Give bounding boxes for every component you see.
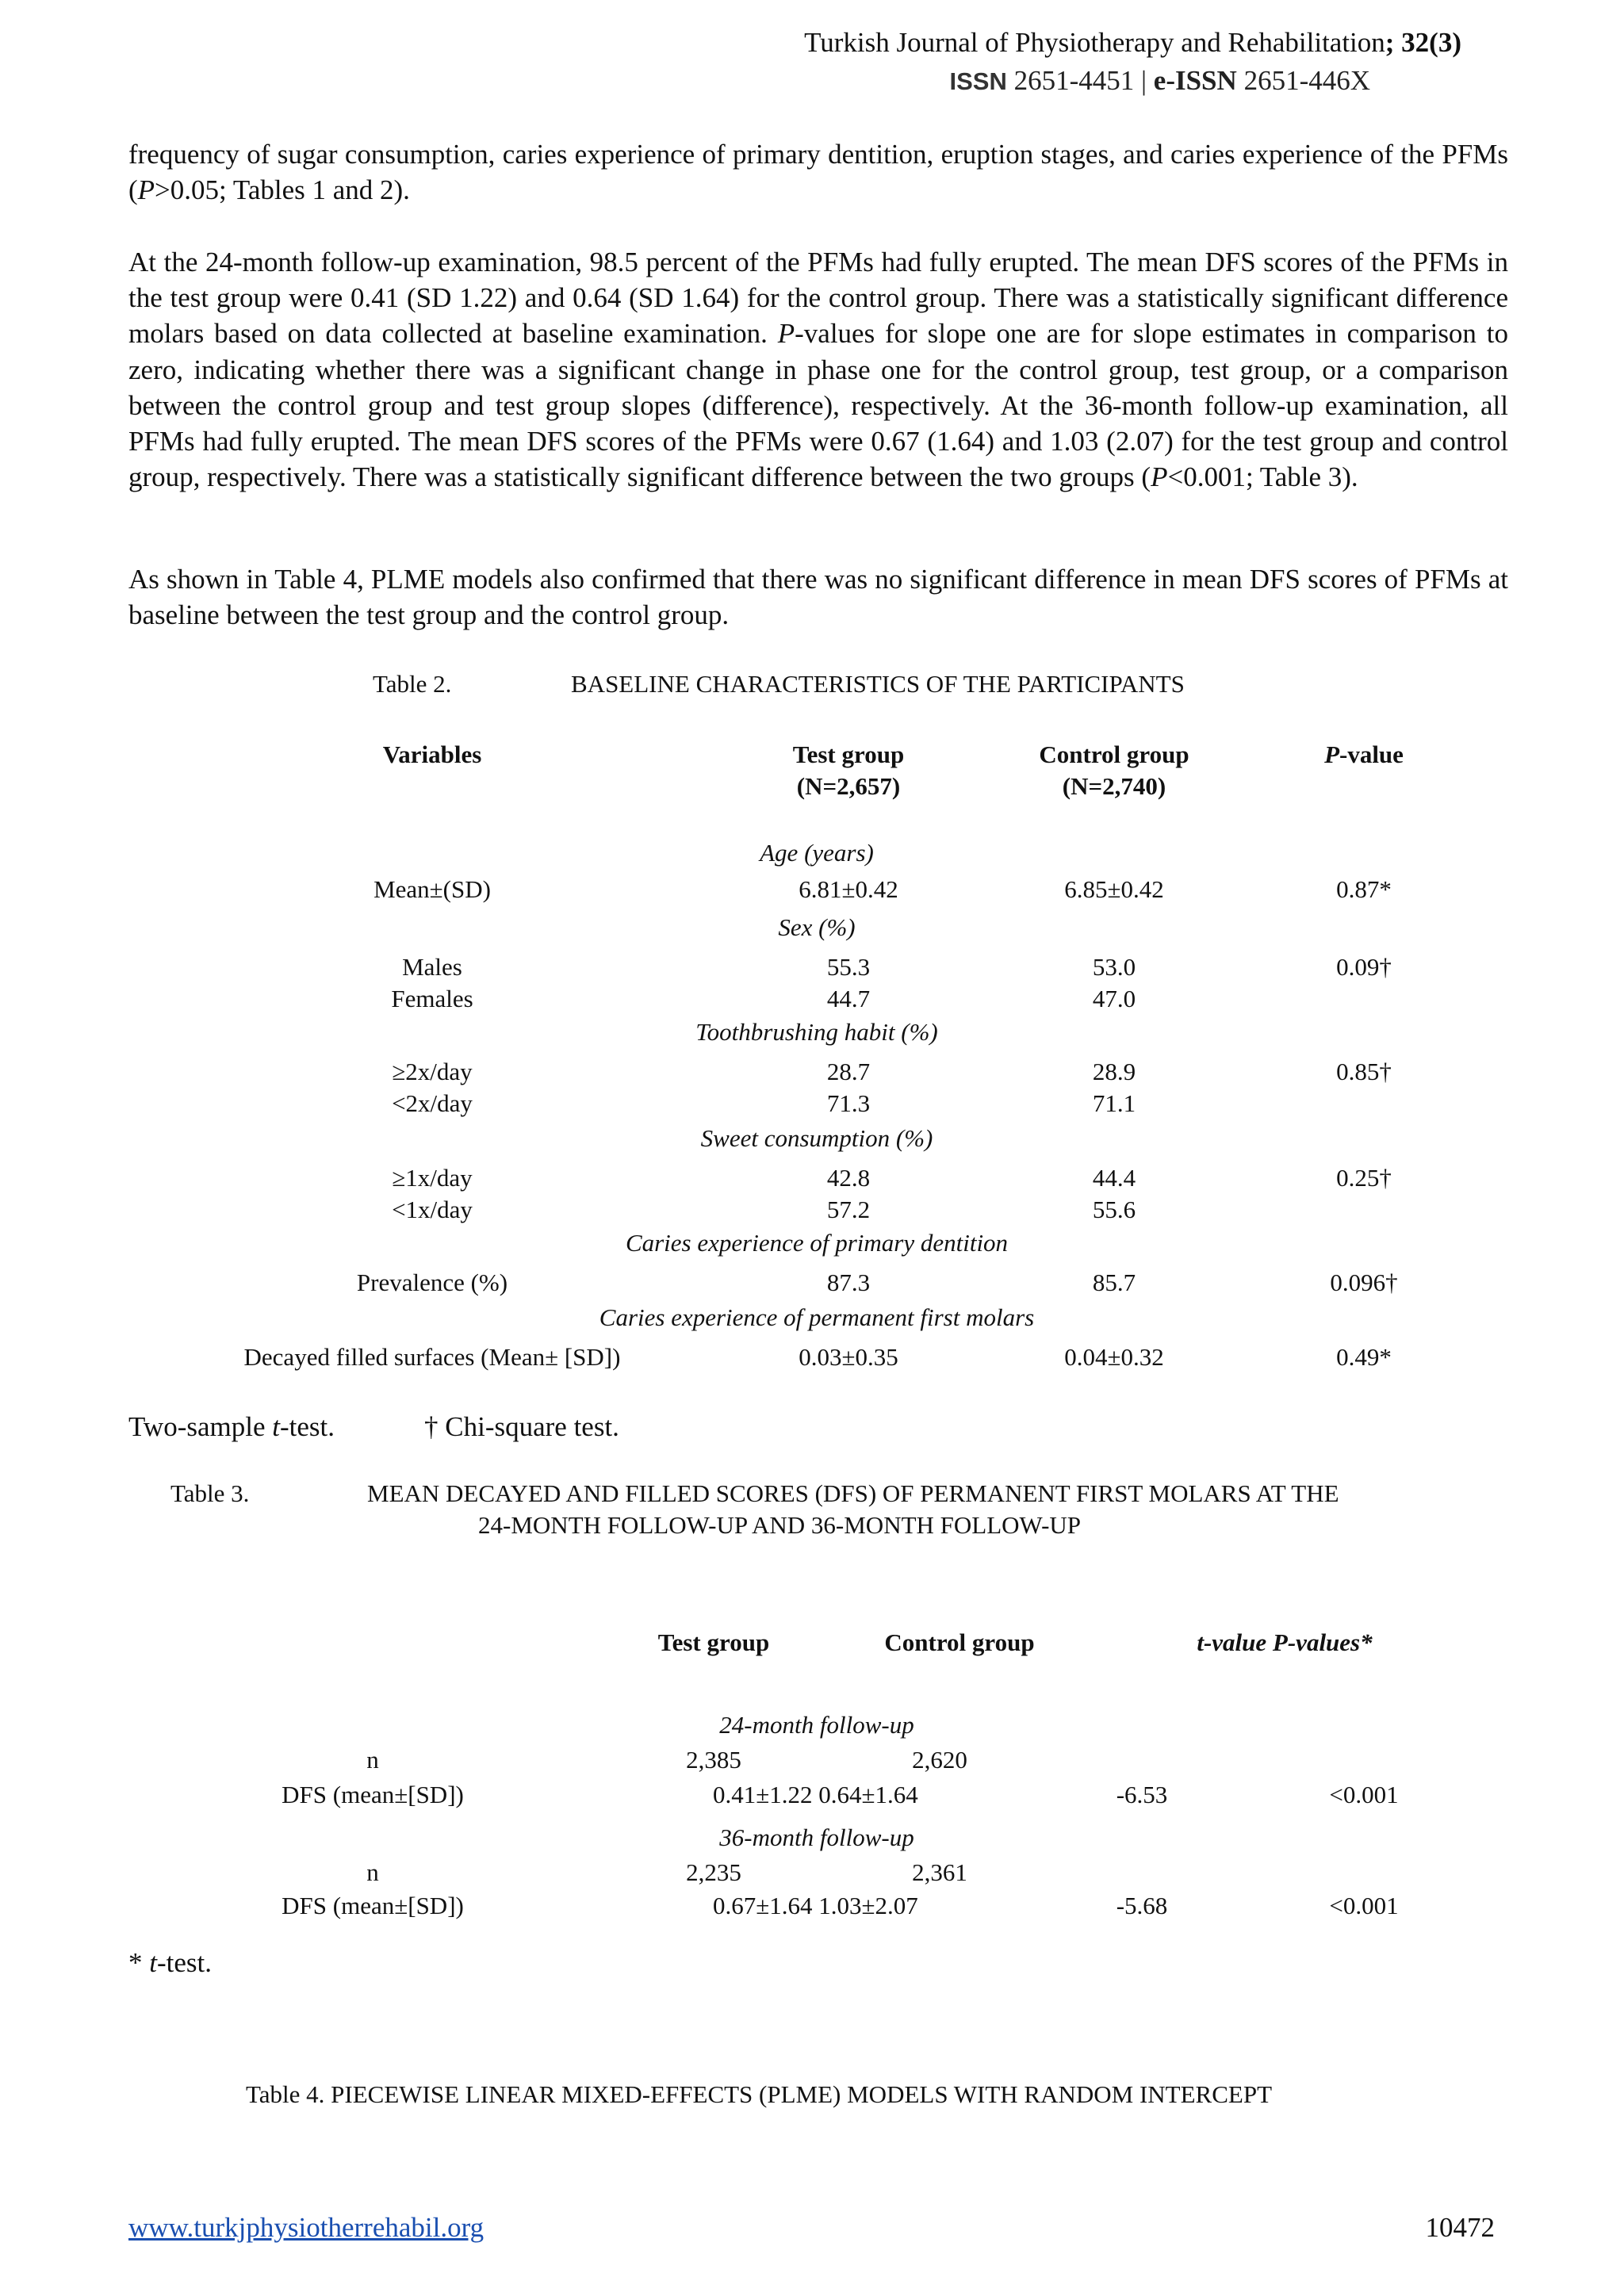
table-2-title: BASELINE CHARACTERISTICS OF THE PARTICIPANTS <box>571 670 1185 698</box>
t3-section-24m: 24-month follow-up <box>719 1711 914 1739</box>
table-4-title: Table 4. PIECEWISE LINEAR MIXED-EFFECTS (PLME) MODELS WITH RANDOM INTERCEPT <box>246 2080 1273 2108</box>
t3-dfs-test: 0.41±1.22 <box>713 1781 813 1808</box>
paragraph-2-text: At the 24-month follow-up examination, 98.5 percent of the PFMs had fully erupted. The mean DFS scores of the PFMs in the test group were 0.41 (SD 1.22) and 0.64 (SD 1.64) for the control group. There was a statistically significant difference molars based on data collected at baseline examination. P-values for slope one are for slope estimates in comparison to zero, indicating whether there was a significant change in phase one for the control group, test group, or a comparison between the control group and test group slopes (difference), respectively. At the 36-month follow-up examination, all PFMs had fully erupted. The mean DFS scores of the PFMs were 0.67 (1.64) and 1.03 (2.07) for the test group and control group, respectively. There was a statistically significant difference between the two groups (P<0.001; Table 3). <box>128 247 1508 493</box>
t2-row-test: 87.3 <box>826 1269 871 1296</box>
issn-value: 2651-4451 <box>1013 65 1135 96</box>
eissn-label: e-ISSN <box>1153 65 1237 96</box>
t2-row-test: 42.8 <box>826 1164 871 1192</box>
eissn-value: 2651-446X <box>1243 65 1370 96</box>
t3-header-t: t-value <box>1197 1628 1267 1656</box>
t3-n-test: 2,385 <box>686 1746 741 1774</box>
t3-n-label: n <box>366 1746 379 1774</box>
t3-header-stats <box>1166 1627 1404 1659</box>
t3-n-label: n <box>366 1858 379 1886</box>
t2-header-p: P-value <box>1324 740 1404 768</box>
t2-row-test: 6.81±0.42 <box>799 875 898 903</box>
t2-row-p: 0.87* <box>1336 875 1392 903</box>
t3-p-value: <0.001 <box>1329 1892 1399 1919</box>
t2-row-control: 28.9 <box>1092 1058 1136 1085</box>
t3-p-value: <0.001 <box>1329 1781 1399 1808</box>
t3-t-value: -6.53 <box>1116 1781 1168 1808</box>
t2-row-p: 0.49* <box>1336 1343 1392 1371</box>
t3-dfs-test: 0.67±1.64 <box>713 1892 813 1919</box>
t2-row-p: 0.09† <box>1336 953 1392 981</box>
t2-row-label: <2x/day <box>392 1089 473 1117</box>
t3-t-value: -5.68 <box>1116 1892 1168 1919</box>
issn-label: ISSN <box>949 67 1007 95</box>
t3-n-test: 2,235 <box>686 1858 741 1886</box>
t2-row-label: Females <box>391 985 473 1012</box>
t2-row-label: Mean±(SD) <box>373 875 491 903</box>
t2-section-age: Age (years) <box>760 839 874 867</box>
t2-row-label: <1x/day <box>392 1196 473 1223</box>
table-2-label: Table 2. <box>373 670 452 698</box>
page-number: 10472 <box>1425 2212 1495 2243</box>
t2-row-control: 0.04±0.32 <box>1064 1343 1164 1371</box>
t2-row-control: 85.7 <box>1092 1269 1136 1296</box>
t2-note-chisquare: † Chi-square test. <box>424 1411 619 1442</box>
t3-dfs-control: 1.03±2.07 <box>818 1892 918 1919</box>
t2-row-control: 71.1 <box>1092 1089 1136 1117</box>
issn-line <box>950 65 1371 97</box>
t3-n-control: 2,620 <box>912 1746 967 1774</box>
paragraph-2 <box>128 244 1508 495</box>
t2-row-test: 55.3 <box>826 953 871 981</box>
t2-row-p: 0.096† <box>1330 1269 1398 1296</box>
table-3-title-line-2: 24-MONTH FOLLOW-UP AND 36-MONTH FOLLOW-UP <box>478 1511 1082 1539</box>
t3-dfs-values <box>713 1779 918 1811</box>
t2-header-control <box>991 739 1237 802</box>
journal-title: Turkish Journal of Physiotherapy and Rehabilitation <box>804 27 1385 58</box>
t2-row-test: 0.03±0.35 <box>799 1343 898 1371</box>
t2-row-test: 28.7 <box>826 1058 871 1085</box>
t2-row-control: 53.0 <box>1092 953 1136 981</box>
t3-header-test: Test group <box>657 1628 770 1656</box>
t2-row-control: 6.85±0.42 <box>1064 875 1164 903</box>
t2-header-test <box>730 739 967 802</box>
t2-header-variables: Variables <box>382 740 482 768</box>
t2-section-primary-caries: Caries experience of primary dentition <box>625 1229 1009 1257</box>
t2-row-test: 57.2 <box>826 1196 871 1223</box>
t2-header-control-n: (N=2,740) <box>1062 772 1166 800</box>
t2-header-control-label: Control group <box>1039 740 1189 768</box>
t2-row-label: ≥1x/day <box>392 1164 473 1192</box>
paragraph-3 <box>128 561 1508 633</box>
paragraph-1 <box>128 136 1508 208</box>
journal-website-link[interactable]: www.turkjphysiotherrehabil.org <box>128 2212 485 2243</box>
t2-row-control: 55.6 <box>1092 1196 1136 1223</box>
t3-section-36m: 36-month follow-up <box>719 1823 914 1851</box>
t3-dfs-label: DFS (mean±[SD]) <box>282 1892 464 1919</box>
issn-separator: | <box>1141 65 1147 96</box>
t3-note: * t-test. <box>128 1947 212 1978</box>
t2-row-test: 71.3 <box>826 1089 871 1117</box>
t2-section-sex: Sex (%) <box>778 913 856 941</box>
table-3-title-line-1: MEAN DECAYED AND FILLED SCORES (DFS) OF PERMANENT FIRST MOLARS AT THE <box>367 1479 1339 1507</box>
t2-row-control: 44.4 <box>1092 1164 1136 1192</box>
t3-header-p: P-values* <box>1272 1628 1373 1656</box>
t2-row-test: 44.7 <box>826 985 871 1012</box>
t2-row-control: 47.0 <box>1092 985 1136 1012</box>
t3-n-control: 2,361 <box>912 1858 967 1886</box>
paragraph-1-text: frequency of sugar consumption, caries experience of primary dentition, eruption stages, and caries experience of the PFMs (P>0.05; Tables 1 and 2). <box>128 139 1508 206</box>
t2-row-label: ≥2x/day <box>392 1058 473 1085</box>
t2-section-toothbrushing: Toothbrushing habit (%) <box>695 1018 938 1046</box>
t2-row-label: Prevalence (%) <box>356 1269 508 1296</box>
t2-header-test-label: Test group <box>792 740 905 768</box>
t3-dfs-control: 0.64±1.64 <box>818 1781 918 1808</box>
t3-dfs-values <box>713 1890 918 1922</box>
journal-header <box>804 27 1461 59</box>
t2-header-test-n: (N=2,657) <box>796 772 901 800</box>
t2-row-p: 0.25† <box>1336 1164 1392 1192</box>
t3-header-control: Control group <box>884 1628 1035 1656</box>
t2-row-p: 0.85† <box>1336 1058 1392 1085</box>
table-3-label: Table 3. <box>170 1479 250 1507</box>
t3-dfs-label: DFS (mean±[SD]) <box>282 1781 464 1808</box>
t2-row-label: Decayed filled surfaces (Mean± [SD]) <box>243 1343 621 1371</box>
journal-volume: ; 32(3) <box>1385 27 1461 58</box>
t2-row-label: Males <box>402 953 462 981</box>
t2-note-ttest: Two-sample t-test. <box>128 1411 335 1442</box>
t2-section-sweet: Sweet consumption (%) <box>700 1124 933 1152</box>
t2-section-molar-caries: Caries experience of permanent first molars <box>599 1303 1035 1331</box>
paragraph-3-text: As shown in Table 4, PLME models also confirmed that there was no significant difference in mean DFS scores of PFMs at baseline between the test group and the control group. <box>128 564 1508 631</box>
